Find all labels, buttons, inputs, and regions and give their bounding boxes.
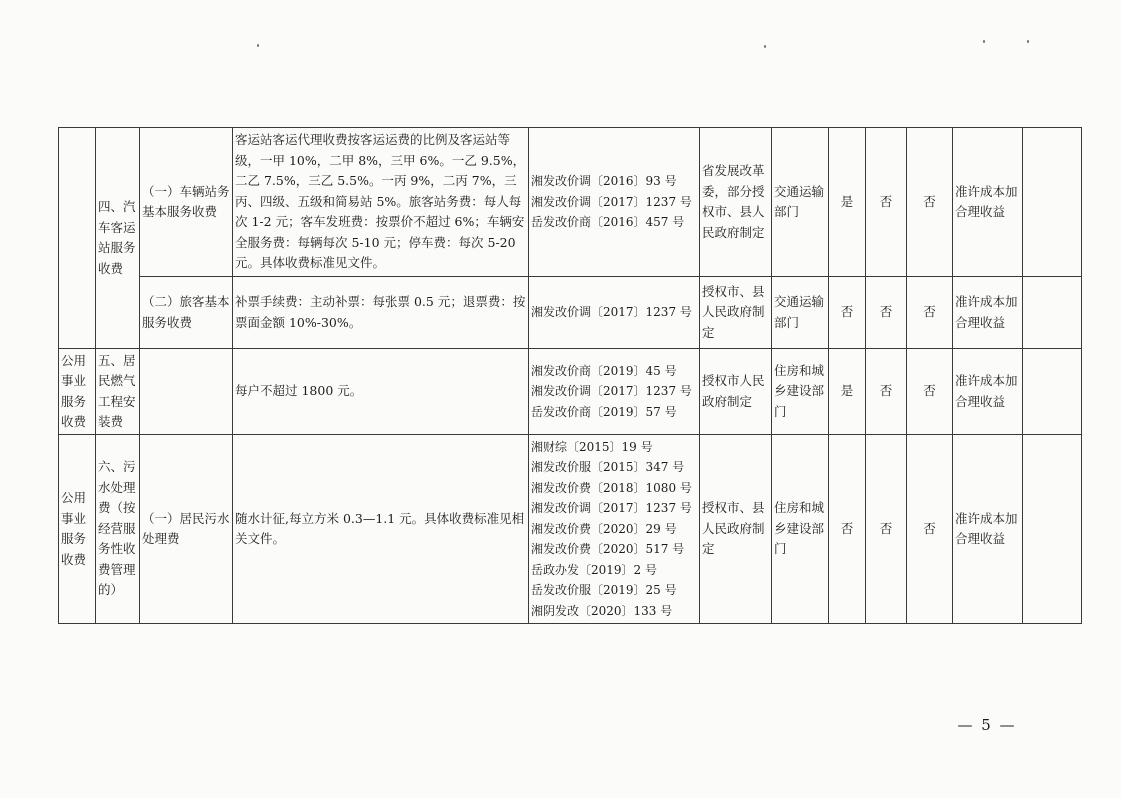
flag-cell: 否 (907, 128, 953, 277)
flag-cell: 否 (829, 435, 866, 624)
subitem-cell: （一）居民污水处理费 (140, 435, 233, 624)
document-ref: 岳政办发〔2019〕2 号 (531, 562, 657, 577)
table-row (59, 435, 1082, 624)
document-ref: 湘发改价调〔2017〕1237 号 (531, 305, 692, 320)
scan-speck (983, 40, 985, 43)
item-cell: 六、污水处理费（按经营服务性收费管理的） (96, 435, 140, 624)
department-cell: 交通运输部门 (772, 277, 829, 349)
table-row (59, 349, 1082, 435)
flag-cell: 否 (866, 435, 907, 624)
table-row (59, 128, 1082, 277)
flag-cell: 否 (907, 277, 953, 349)
flag-cell: 否 (829, 277, 866, 349)
subitem-cell (140, 349, 233, 435)
subitem-cell: （一）车辆站务基本服务收费 (140, 128, 233, 277)
cost-method-cell: 准许成本加合理收益 (953, 435, 1023, 624)
document-ref: 湘发改价费〔2020〕517 号 (531, 542, 685, 557)
document-ref: 岳发改价服〔2019〕25 号 (531, 583, 677, 598)
note-cell (1023, 277, 1082, 349)
flag-cell: 是 (829, 128, 866, 277)
flag-cell: 否 (907, 349, 953, 435)
page-number: — 5 — (957, 716, 1017, 734)
subitem-cell: （二）旅客基本服务收费 (140, 277, 233, 349)
flag-cell: 否 (907, 435, 953, 624)
content-cell: 补票手续费：主动补票：每张票 0.5 元；退票费：按票面金额 10%-30%。 (233, 277, 529, 349)
note-cell (1023, 435, 1082, 624)
scan-speck (257, 44, 259, 47)
flag-cell: 否 (866, 128, 907, 277)
document-list (529, 128, 700, 277)
category-cell (59, 128, 96, 349)
document-ref: 湘发改价调〔2017〕1237 号 (531, 384, 692, 399)
authority-cell: 省发展改革委，部分授权市、县人民政府制定 (700, 128, 772, 277)
scan-speck (1027, 40, 1029, 43)
document-list (529, 349, 700, 435)
document-ref: 湘发改价费〔2020〕29 号 (531, 521, 677, 536)
authority-cell: 授权市、县人民政府制定 (700, 435, 772, 624)
document-list (529, 277, 700, 349)
flag-cell: 否 (866, 349, 907, 435)
category-cell: 公用事业服务收费 (59, 349, 96, 435)
item-cell: 五、居民燃气工程安装费 (96, 349, 140, 435)
category-cell: 公用事业服务收费 (59, 435, 96, 624)
document-ref: 湘发改价服〔2015〕347 号 (531, 460, 685, 475)
document-list (529, 435, 700, 624)
department-cell: 交通运输部门 (772, 128, 829, 277)
document-ref: 湘发改价调〔2016〕93 号 (531, 174, 677, 189)
table-row (59, 277, 1082, 349)
content-cell: 每户不超过 1800 元。 (233, 349, 529, 435)
cost-method-cell: 准许成本加合理收益 (953, 277, 1023, 349)
department-cell: 住房和城乡建设部门 (772, 349, 829, 435)
document-ref: 湘发改价调〔2017〕1237 号 (531, 501, 692, 516)
content-cell: 客运站客运代理收费按客运运费的比例及客运站等级，一甲 10%，二甲 8%，三甲 6%。一乙 9.5%，二乙 7.5%，三乙 5.5%。一丙 9%，二丙 7%，三丙、四级、五级和简易站 5%。旅客站务费：每人每次 1-2 元；客车发班费：按票价不超过 6%；车辆安全服务费：每辆每次 5-10 元；停车费：每次 5-20 元。具体收费标准见文件。 (233, 128, 529, 277)
document-ref: 湘发改价商〔2019〕45 号 (531, 363, 677, 378)
cost-method-cell: 准许成本加合理收益 (953, 128, 1023, 277)
document-ref: 湘阴发改〔2020〕133 号 (531, 603, 673, 618)
item-cell: 四、汽车客运站服务收费 (96, 128, 140, 349)
document-ref: 岳发改价商〔2019〕57 号 (531, 404, 677, 419)
content-cell: 随水计征,每立方米 0.3—1.1 元。具体收费标准见相关文件。 (233, 435, 529, 624)
flag-cell: 是 (829, 349, 866, 435)
authority-cell: 授权市人民政府制定 (700, 349, 772, 435)
document-ref: 岳发改价商〔2016〕457 号 (531, 215, 685, 230)
document-ref: 湘发改价调〔2017〕1237 号 (531, 194, 692, 209)
note-cell (1023, 349, 1082, 435)
scan-speck (764, 45, 766, 48)
cost-method-cell: 准许成本加合理收益 (953, 349, 1023, 435)
flag-cell: 否 (866, 277, 907, 349)
note-cell (1023, 128, 1082, 277)
fee-table (58, 127, 1082, 624)
department-cell: 住房和城乡建设部门 (772, 435, 829, 624)
authority-cell: 授权市、县人民政府制定 (700, 277, 772, 349)
document-ref: 湘财综〔2015〕19 号 (531, 439, 653, 454)
document-ref: 湘发改价费〔2018〕1080 号 (531, 480, 692, 495)
